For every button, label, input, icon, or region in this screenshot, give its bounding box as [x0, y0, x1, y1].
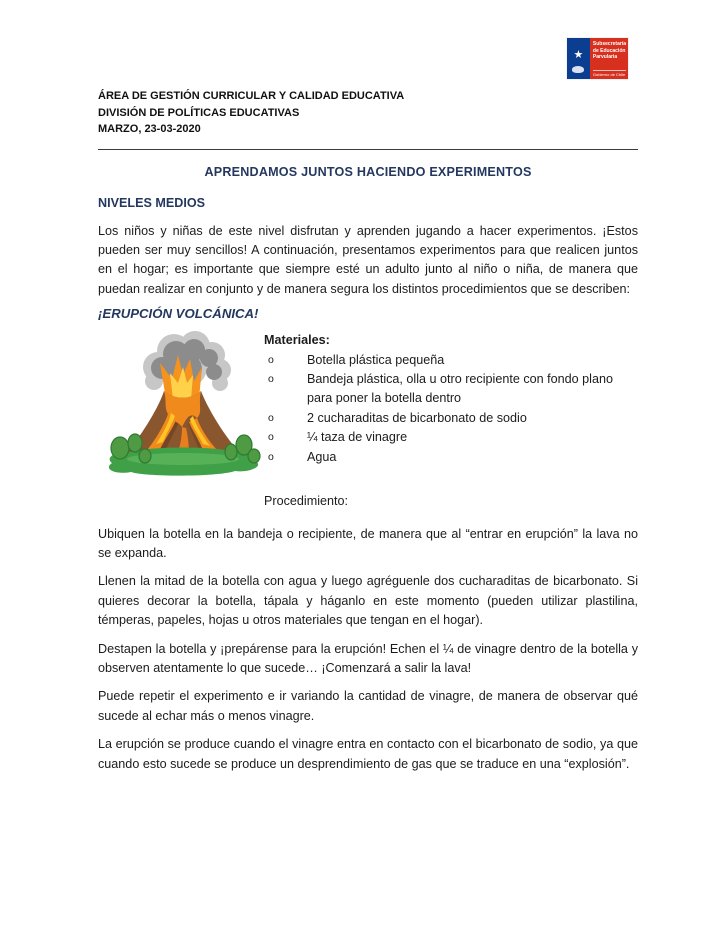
bullet-marker: o	[268, 411, 274, 424]
procedure-steps	[98, 525, 638, 774]
intro-paragraph: Los niños y niñas de este nivel disfrutan y aprenden jugando a hacer experimentos. ¡Estos pueden ser muy sencillos! A continuación, presentamos experimentos para que realicen juntos en el hogar; es importante que siempre esté un adulto junto al niño o niña, de manera que puedan realizar en conjunto y de manera segura los distintos procedimientos que se describen:	[98, 223, 638, 296]
procedure-step-5: La erupción se produce cuando el vinagre entra en contacto con el bicarbonato de sodio, ya que cuando esto sucede se produce un desprendimiento de gas que se traduce en una “explosión”.	[98, 737, 638, 771]
department-line-2: DIVISIÓN DE POLÍTICAS EDUCATIVAS	[98, 106, 300, 119]
section-heading-niveles-medios: NIVELES MEDIOS	[98, 195, 206, 210]
volcano-eruption-image	[98, 329, 268, 481]
material-item	[264, 428, 638, 447]
material-item	[264, 409, 638, 428]
material-text: Bandeja plástica, olla u otro recipiente con fondo plano para poner la botella dentro	[307, 371, 613, 406]
document-title: APRENDAMOS JUNTOS HACIENDO EXPERIMENTOS	[204, 164, 532, 179]
material-text: 2 cucharaditas de bicarbonato de sodio	[307, 410, 527, 425]
material-text: Agua	[307, 449, 337, 464]
chile-star-icon: ★	[573, 49, 584, 61]
material-text: ¼ taza de vinagre	[307, 430, 408, 445]
materials-section	[264, 329, 638, 467]
experiment-media-row	[98, 329, 638, 486]
bullet-marker: o	[268, 431, 274, 444]
volcano-illustration	[98, 329, 268, 486]
logo-footer-text: Gobierno de Chile	[592, 72, 626, 77]
materials-label: Materiales:	[264, 333, 330, 348]
header-divider	[98, 149, 638, 150]
bullet-marker: o	[268, 372, 274, 385]
bullet-marker: o	[268, 353, 274, 366]
material-text: Botella plástica pequeña	[307, 352, 445, 367]
procedure-step-4: Puede repetir el experimento e ir variando la cantidad de vinagre, de manera de observar qué sucede al echar más o menos vinagre.	[98, 689, 638, 723]
department-line-3: MARZO, 23-03-2020	[98, 123, 201, 135]
logo-agency-name: Subsecretaría de Educación Parvularia	[592, 41, 626, 60]
material-item	[264, 351, 638, 370]
procedure-label: Procedimiento:	[264, 494, 348, 509]
experiment-heading: ¡ERUPCIÓN VOLCÁNICA!	[98, 306, 259, 322]
procedure-step-1: Ubiquen la botella en la bandeja o recipiente, de manera que al “entrar en erupción” la lava no se expanda.	[98, 526, 638, 560]
department-line-1: ÁREA DE GESTIÓN CURRICULAR Y CALIDAD EDUCATIVA	[98, 90, 405, 102]
material-item	[264, 370, 638, 409]
material-item	[264, 448, 638, 467]
procedure-step-3: Destapen la botella y ¡prepárense para la erupción! Echen el ¼ de vinagre dentro de la botella y observen atentamente lo que sucede… ¡Comenzará a salir la lava!	[98, 641, 638, 675]
procedure-step-2: Llenen la mitad de la botella con agua y luego agréguenle dos cucharaditas de bicarbonato. Si quieres decorar la botella, tápala y háganlo en este momento (pueden utilizar plastilina, témperas, papeles, hojas u otros materiales que tengan en el hogar).	[98, 574, 638, 628]
bullet-marker: o	[268, 450, 274, 463]
department-header	[98, 0, 638, 138]
